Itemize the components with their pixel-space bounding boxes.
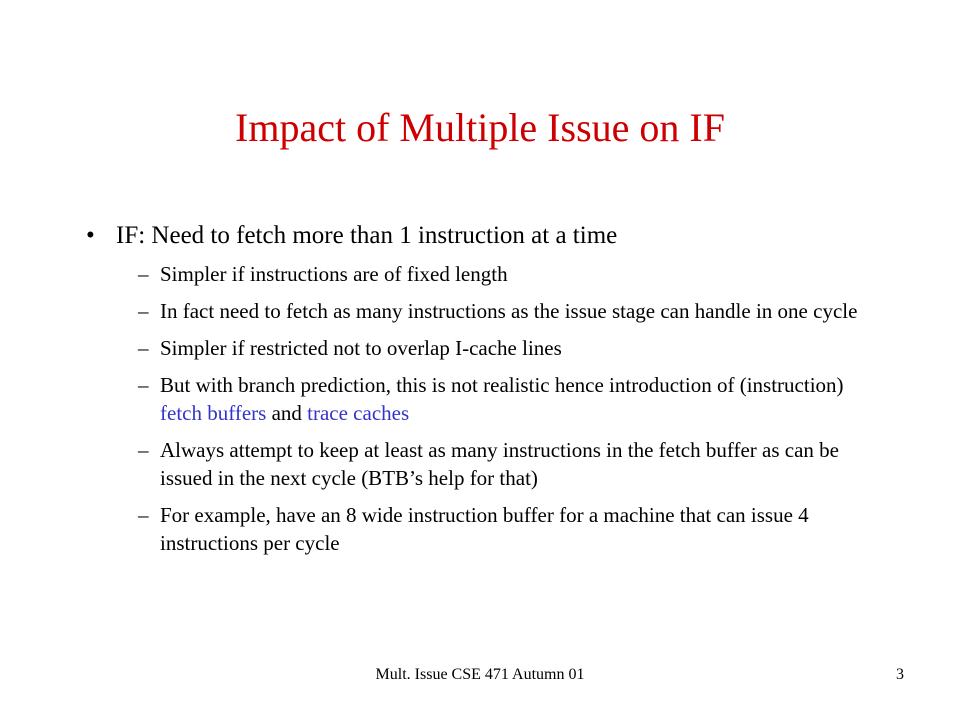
sub-bullet-item — [86, 297, 886, 325]
dash-icon: – — [138, 503, 149, 527]
main-bullet — [86, 218, 886, 254]
sub-bullet-text: In fact need to fetch as many instructions as the issue stage can handle in one cycle — [160, 299, 858, 323]
dash-icon: – — [138, 262, 149, 286]
sub-bullet-item — [86, 501, 886, 557]
sub-bullet-item — [86, 334, 886, 362]
fetch-buffers-highlight: fetch buffers — [160, 401, 267, 425]
sub-bullet-text — [160, 373, 844, 425]
dash-icon: – — [138, 438, 149, 462]
sub-bullet-text: Simpler if instructions are of fixed length — [160, 262, 508, 286]
dash-icon: – — [138, 299, 149, 323]
footer-course-label: Mult. Issue CSE 471 Autumn 01 — [375, 666, 585, 683]
sub-bullet-text: For example, have an 8 wide instruction buffer for a machine that can issue 4 instructions per cycle — [160, 503, 809, 555]
sub-bullet-item — [86, 260, 886, 288]
sub-bullet-item — [86, 436, 886, 492]
slide-content — [86, 218, 886, 566]
sub-bullet-text-middle: and — [266, 401, 308, 425]
sub-bullet-item — [86, 371, 886, 427]
dash-icon: – — [138, 373, 149, 397]
sub-bullet-text: Always attempt to keep at least as many instructions in the fetch buffer as can be issued in the next cycle (BTB’s help for that) — [160, 438, 839, 490]
trace-caches-highlight: trace caches — [307, 401, 410, 425]
dash-icon: – — [138, 336, 149, 360]
sub-bullet-text-before: But with branch prediction, this is not realistic hence introduction of (instruction) — [160, 373, 844, 397]
main-bullet-text: IF: Need to fetch more than 1 instruction at a time — [116, 222, 618, 249]
sub-bullet-text: Simpler if restricted not to overlap I-cache lines — [160, 336, 562, 360]
footer-page-number: 3 — [896, 666, 904, 683]
sub-bullet-list — [86, 260, 886, 557]
bullet-dot-icon: • — [86, 222, 95, 249]
slide-title: Impact of Multiple Issue on IF — [235, 105, 725, 150]
